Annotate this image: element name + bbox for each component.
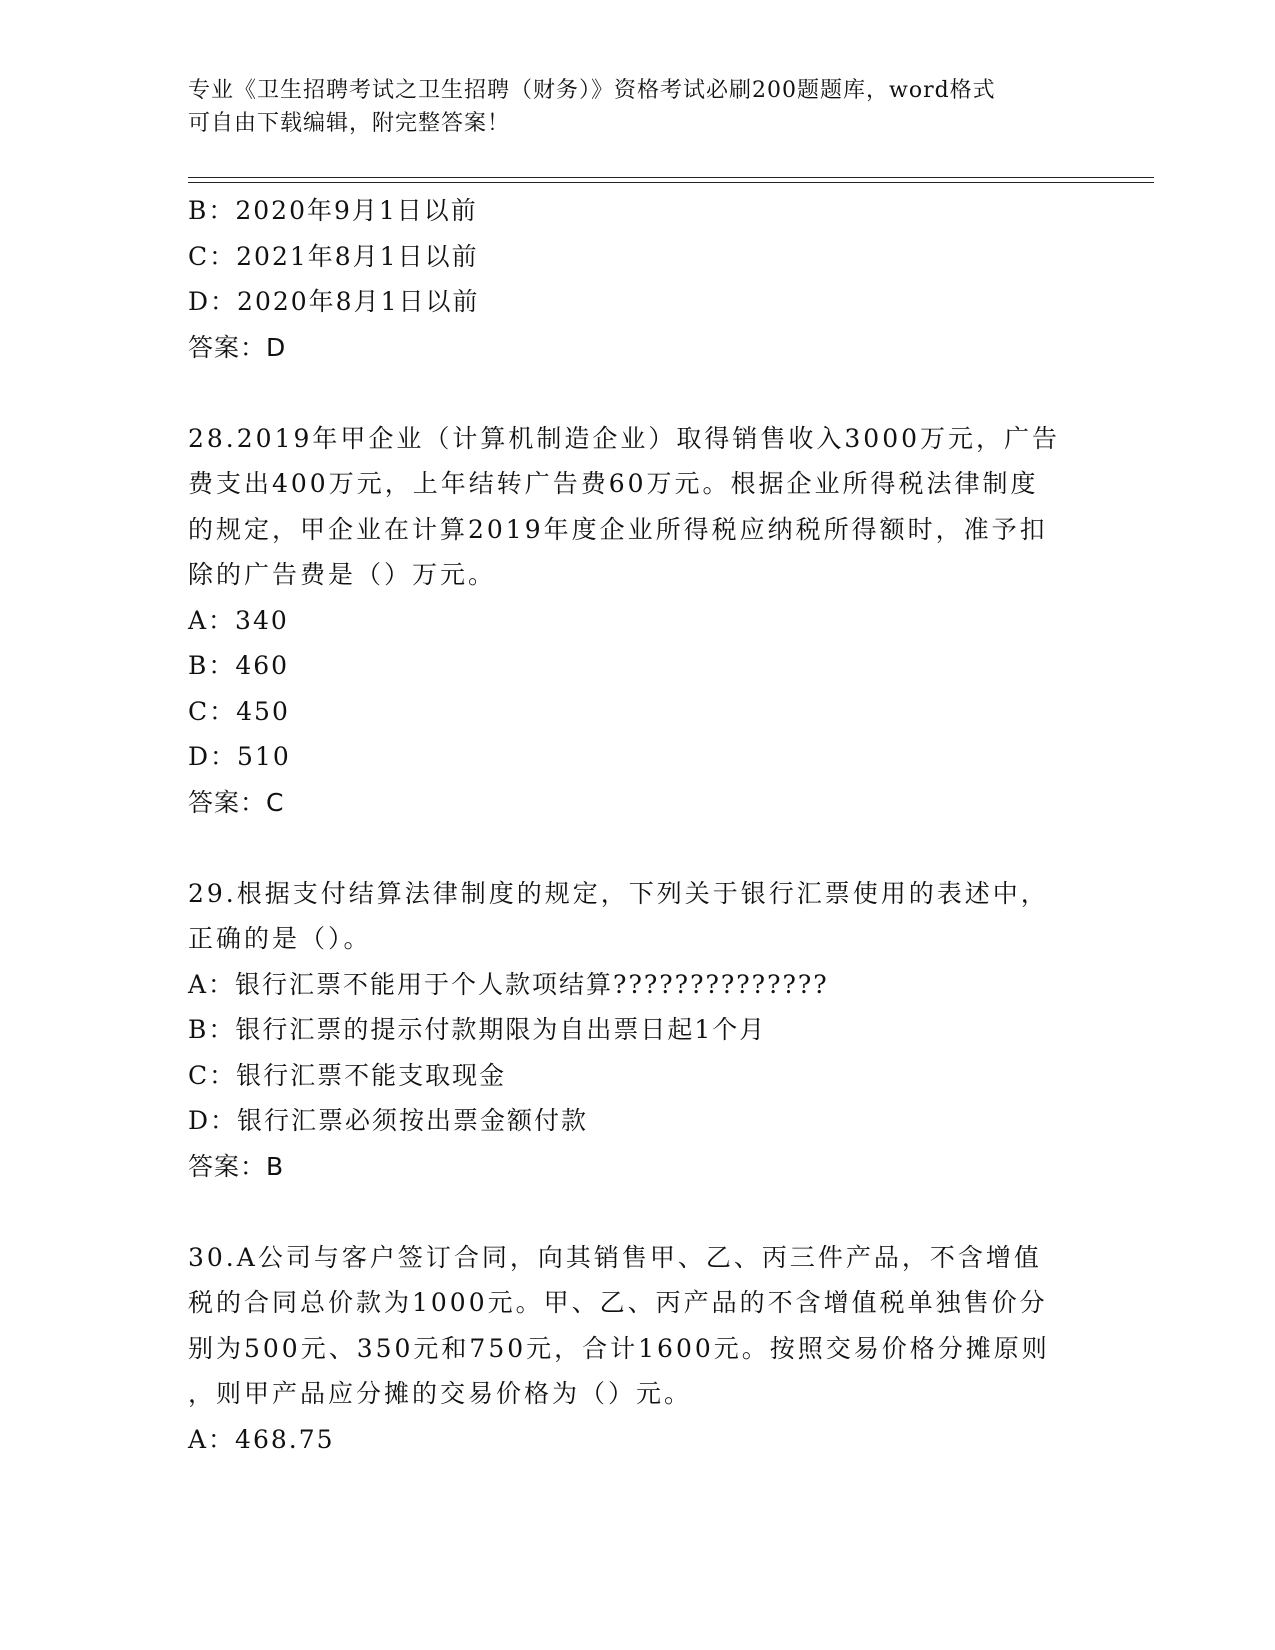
question-text-line: 正确的是（）。 [188,924,372,953]
spacer [188,370,1088,416]
answer-line: 答案：D [188,332,287,362]
option-a: A：银行汇票不能用于个人款项结算?????????????? [188,969,829,999]
spacer [188,825,1088,871]
question-text-line: 税的合同总价款为1000元。甲、乙、丙产品的不含增值税单独售价分 [188,1288,1048,1317]
question-text-line: 别为500元、350元和750元，合计1600元。按照交易价格分摊原则 [188,1333,1050,1363]
question-30 [188,1235,1088,1463]
answer-line: 答案：B [188,1151,285,1181]
question-text-line: ，则甲产品应分摊的交易价格为（）元。 [188,1379,693,1408]
header-line-1: 专业《卫生招聘考试之卫生招聘（财务）》资格考试必刷200题题库，word格式 [188,78,996,103]
document-header [188,74,1088,140]
question-27-continued [188,188,1088,370]
option-a: A：340 [188,605,289,635]
option-d: D：银行汇票必须按出票金额付款 [188,1106,589,1135]
question-text-line: 费支出400万元，上年结转广告费60万元。根据企业所得税法律制度 [188,469,1039,498]
option-c: C：450 [188,696,290,726]
question-text-line: 除的广告费是（）万元。 [188,560,497,589]
question-text-line: 28.2019年甲企业（计算机制造企业）取得销售收入3000万元，广告 [188,423,1061,453]
question-28 [188,416,1088,826]
option-b: B：银行汇票的提示付款期限为自出票日起1个月 [188,1015,767,1044]
option-d: D：2020年8月1日以前 [188,287,480,316]
question-text-line: 30.A公司与客户签订合同，向其销售甲、乙、丙三件产品，不含增值 [188,1242,1042,1272]
header-rule-top [188,177,1154,178]
header-rule-bottom [188,182,1154,183]
option-b: B：2020年9月1日以前 [188,196,478,225]
document-body [188,188,1088,1462]
option-c: C：银行汇票不能支取现金 [188,1060,507,1090]
option-d: D：510 [188,742,291,771]
option-b: B：460 [188,651,290,680]
spacer [188,1189,1088,1235]
question-text-line: 的规定，甲企业在计算2019年度企业所得税应纳税所得额时，准予扣 [188,514,1048,544]
question-29 [188,871,1088,1190]
option-a: A：468.75 [188,1424,335,1454]
question-text-line: 29.根据支付结算法律制度的规定，下列关于银行汇票使用的表述中， [188,878,1049,908]
header-line-2: 可自由下载编辑，附完整答案！ [188,111,511,136]
option-c: C：2021年8月1日以前 [188,241,479,271]
answer-line: 答案：C [188,787,285,817]
